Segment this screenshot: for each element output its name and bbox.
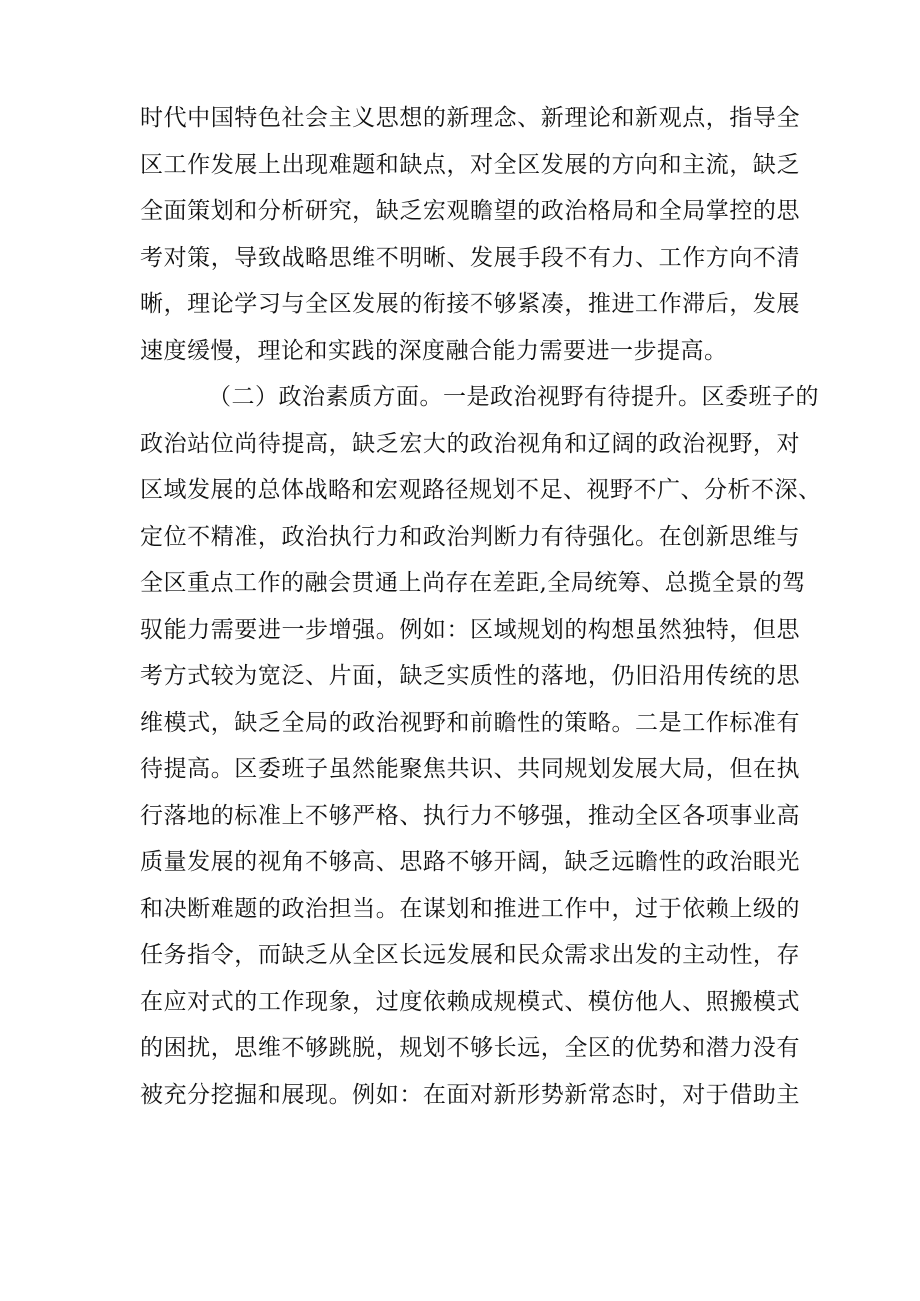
text-line: 任务指令，而缺乏从全区长远发展和民众需求出发的主动性，存	[140, 942, 800, 968]
text-line: 时代中国特色社会主义思想的新理念、新理论和新观点，指导全	[140, 105, 800, 131]
text-line: 考对策，导致战略思维不明晰、发展手段不有力、工作方向不清	[140, 244, 800, 271]
text-line: 维模式，缺乏全局的政治视野和前瞻性的策略。二是工作标准有	[140, 709, 800, 736]
text-line: 速度缓慢，理论和实践的深度融合能力需要进一步提高。	[140, 337, 728, 364]
paragraph-1	[140, 95, 800, 374]
section-heading-line: （二）政治素质方面。一是政治视野有待提升。区委班子的	[208, 384, 819, 410]
text-line: 区域发展的总体战略和宏观路径规划不足、视野不广、分析不深、	[140, 477, 822, 503]
text-line: 被充分挖掘和展现。例如：在面对新形势新常态时，对于借助主	[140, 1081, 800, 1108]
paragraph-2	[140, 374, 822, 1118]
text-line: 区工作发展上出现难题和缺点，对全区发展的方向和主流，缺乏	[140, 151, 800, 178]
text-line: 行落地的标准上不够严格、执行力不够强，推动全区各项事业高	[140, 802, 800, 829]
text-line: 和决断难题的政治担当。在谋划和推进工作中，过于依赖上级的	[140, 895, 800, 922]
text-line: 待提高。区委班子虽然能聚焦共识、共同规划发展大局，但在执	[140, 756, 800, 782]
document-body	[140, 95, 822, 1118]
text-line: 全区重点工作的融会贯通上尚存在差距,全局统筹、总揽全景的驾	[140, 570, 806, 596]
text-line: 全面策划和分析研究，缺乏宏观瞻望的政治格局和全局掌控的思	[140, 198, 800, 224]
text-line: 在应对式的工作现象，过度依赖成规模式、模仿他人、照搬模式	[140, 988, 800, 1015]
text-line: 驭能力需要进一步增强。例如：区域规划的构想虽然独特，但思	[140, 616, 800, 643]
text-line: 的困扰，思维不够跳脱，规划不够长远，全区的优势和潜力没有	[140, 1035, 800, 1061]
text-line: 政治站位尚待提高，缺乏宏大的政治视角和辽阔的政治视野，对	[140, 430, 800, 457]
text-line: 定位不精准，政治执行力和政治判断力有待强化。在创新思维与	[140, 523, 800, 550]
text-line: 考方式较为宽泛、片面，缺乏实质性的落地，仍旧沿用传统的思	[140, 663, 800, 689]
text-line: 质量发展的视角不够高、思路不够开阔，缺乏远瞻性的政治眼光	[140, 849, 800, 875]
text-line: 晰，理论学习与全区发展的衔接不够紧凑，推进工作滞后，发展	[140, 291, 800, 317]
